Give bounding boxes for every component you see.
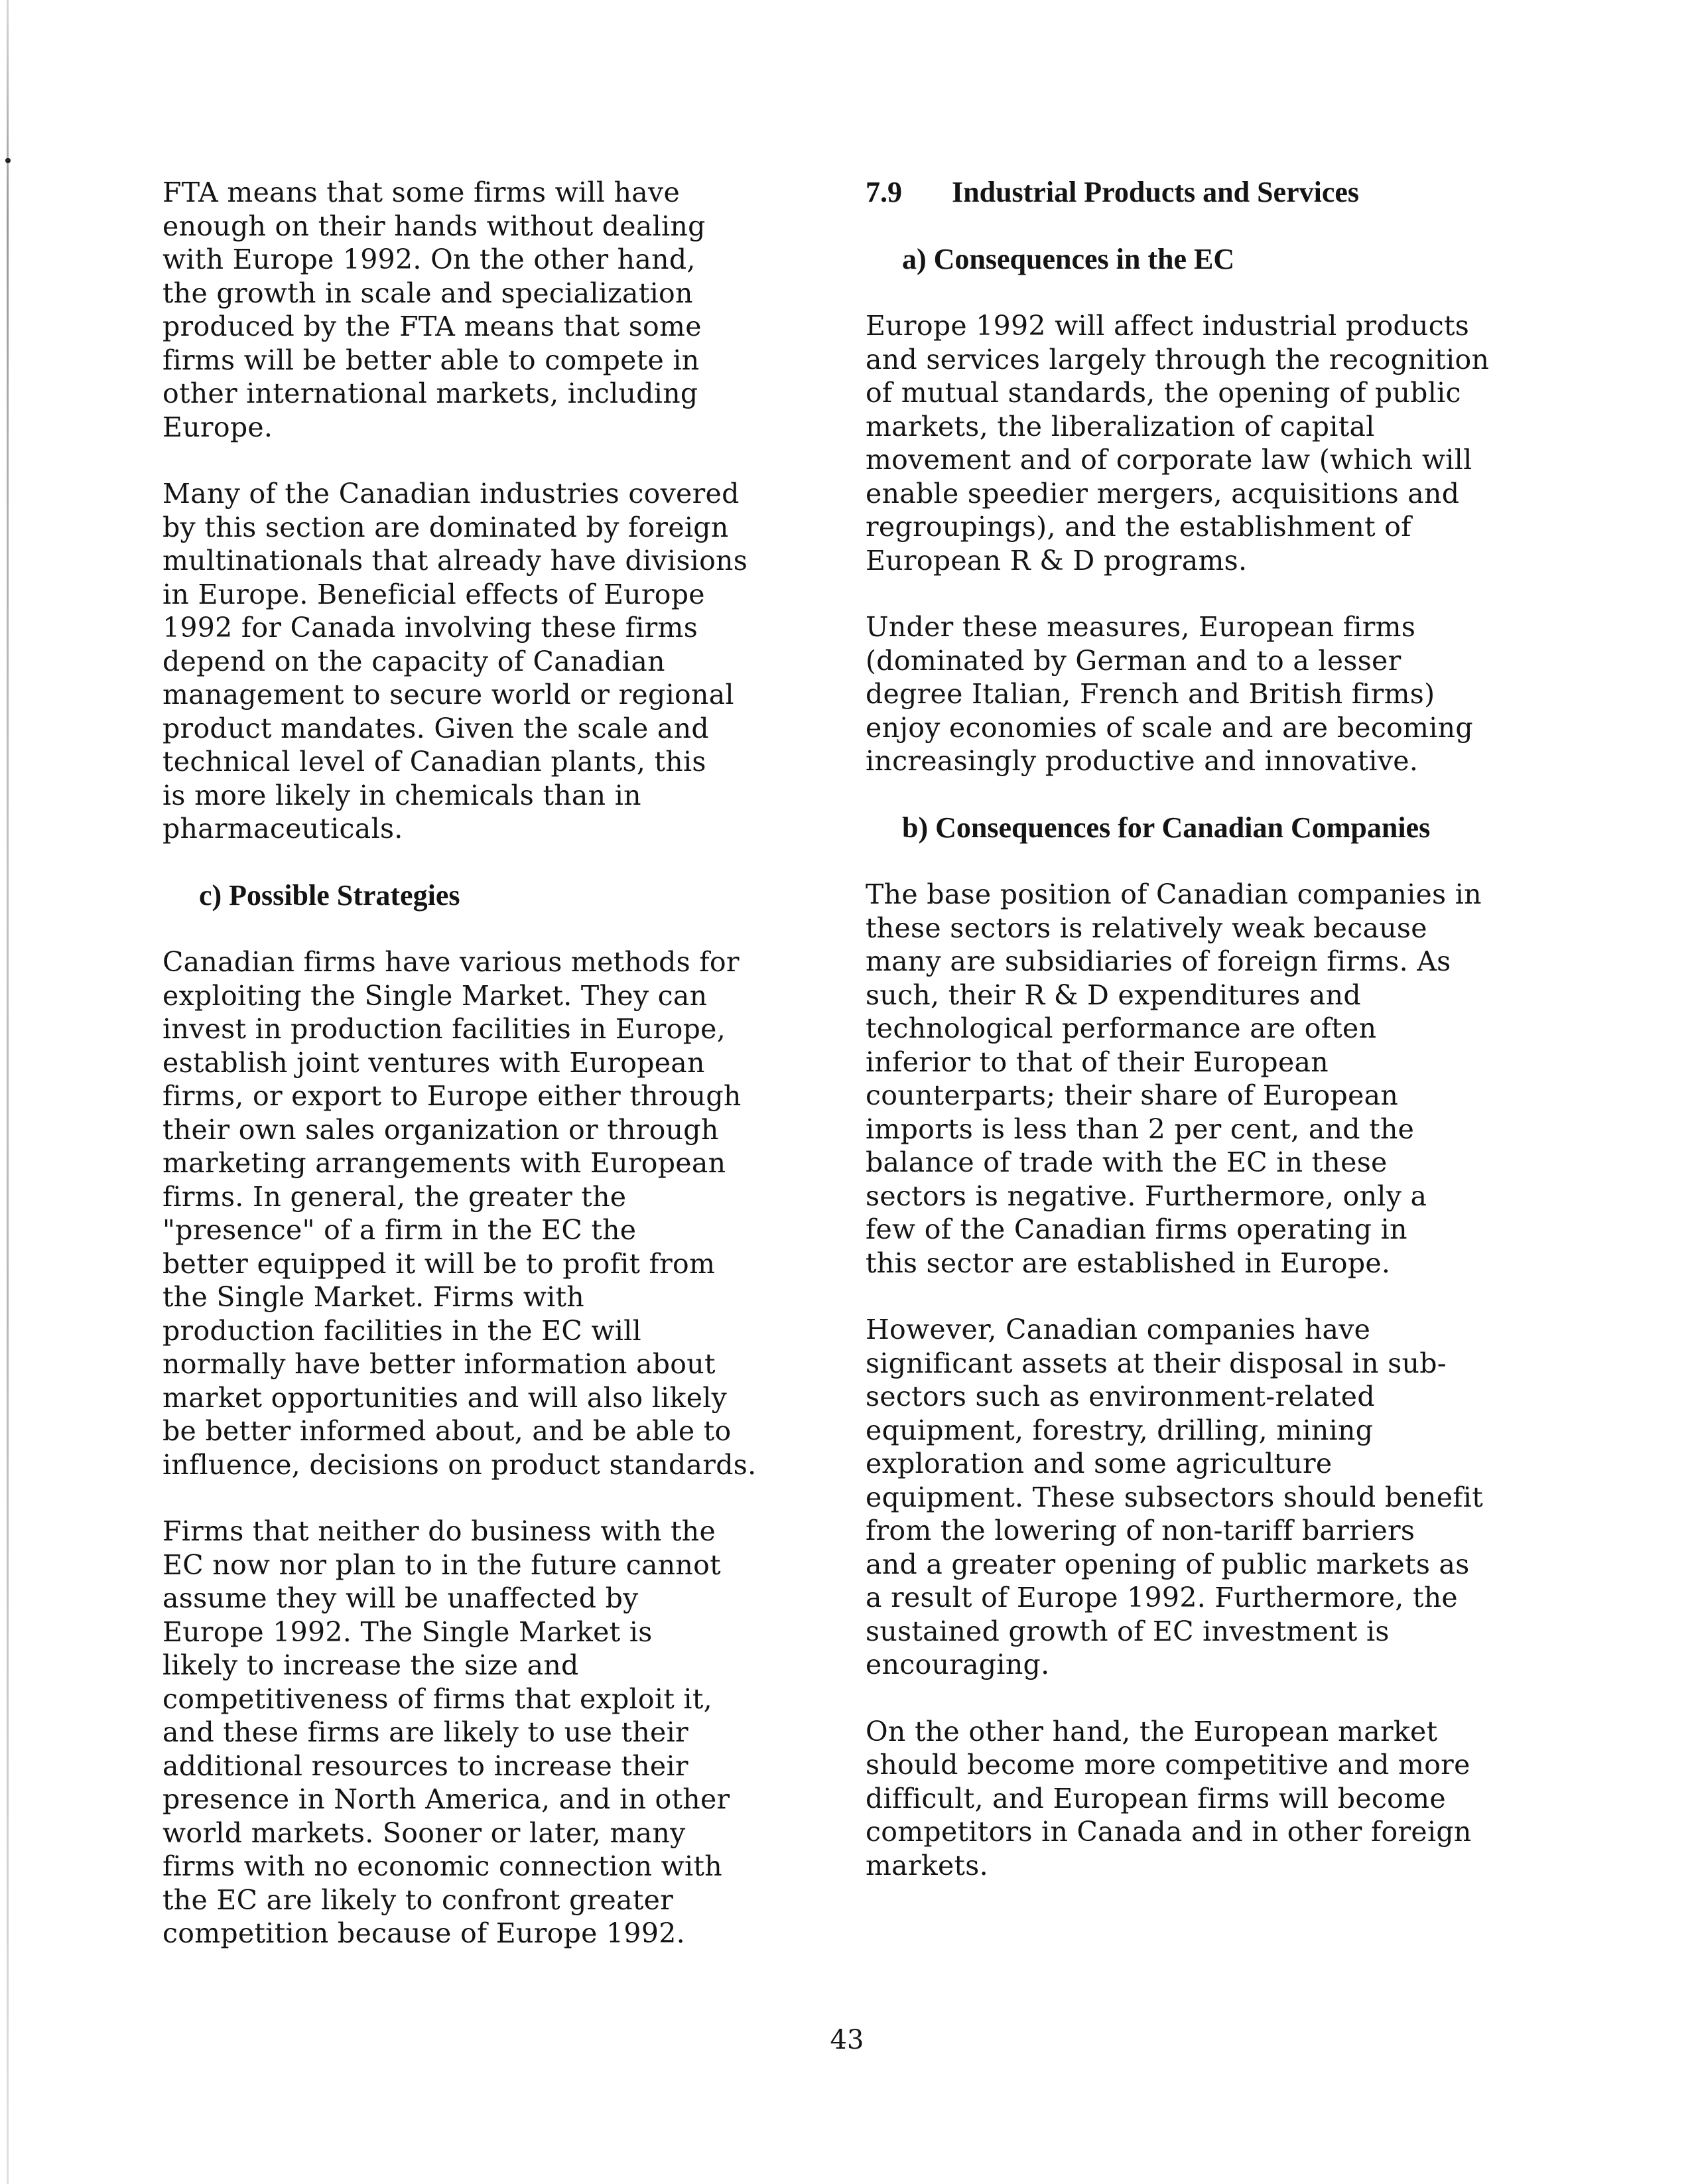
scan-speck bbox=[5, 158, 11, 163]
heading-consequences-ec: a) Consequences in the EC bbox=[902, 242, 1235, 275]
paragraph-fta: FTA means that some firms will have enough on their hands without dealing with Europe 1992. On the other hand, the growth in scale and specialization produced by the FTA means that some firms will be better able to compete in other international markets, including Europe. bbox=[163, 176, 706, 443]
paragraph-base-position: The base position of Canadian companies in these sectors is relatively weak because many are subsidiaries of foreign firms. As such, their R & D expenditures and technological performance are often inferior to that of their European counterparts; their share of European imports is less than 2 per cent, and the balance of trade with the EC in these sectors is negative. Furthermore, only a few of the Canadian firms operating in this sector are established in Europe. bbox=[866, 878, 1482, 1279]
section-heading bbox=[866, 176, 1542, 210]
paragraph-europe-1992-effects: Europe 1992 will affect industrial products and services largely through the recognition of mutual standards, the opening of public markets, the liberalization of capital movement and of corporate law (which will enable speedier mergers, acquisitions and regroupings), and the establishment of European R & D programs. bbox=[866, 310, 1490, 577]
paragraph-european-market: On the other hand, the European market should become more competitive and more difficult, and European firms will become competitors in Canada and in other foreign markets. bbox=[866, 1715, 1472, 1881]
heading-consequences-canada: b) Consequences for Canadian Companies bbox=[902, 811, 1431, 844]
right-column bbox=[866, 176, 1542, 1915]
section-number: 7.9 bbox=[866, 176, 902, 208]
section-title: Industrial Products and Services bbox=[952, 176, 1360, 208]
scan-binding-edge bbox=[7, 0, 9, 2184]
page-number: 43 bbox=[830, 2025, 864, 2055]
paragraph-firms-no-business: Firms that neither do business with the EC now nor plan to in the future cannot assume they will be unaffected by Europe 1992. The Single Market is likely to increase the size and competitiveness of firms that exploit it, and these firms are likely to use their additional resources to increase their presence in North America, and in other world markets. Sooner or later, many firms with no economic connection with the EC are likely to confront greater competition because of Europe 1992. bbox=[163, 1515, 730, 1949]
left-column bbox=[163, 176, 839, 1984]
heading-possible-strategies: c) Possible Strategies bbox=[199, 878, 460, 912]
paragraph-canadian-industries: Many of the Canadian industries covered by this section are dominated by foreign multinationals that already have divisions in Europe. Beneficial effects of Europe 1992 for Canada involving these firms depend on the capacity of Canadian management to secure world or regional product mandates. Given the scale and technical level of Canadian plants, this is more likely in chemicals than in pharmaceuticals. bbox=[163, 478, 748, 845]
paragraph-strategies: Canadian firms have various methods for exploiting the Single Market. They can invest in production facilities in Europe, establish joint ventures with European firms, or export to Europe either through their own sales organization or through marketing arrangements with European firms. In general, the greater the "presence" of a firm in the EC the better equipped it will be to profit from the Single Market. Firms with production facilities in the EC will normally have better information about market opportunities and will also likely be better informed about, and be able to influence, decisions on product standards. bbox=[163, 946, 757, 1481]
paragraph-european-firms: Under these measures, European firms (dominated by German and to a lesser degree Italian, French and British firms) enjoy economies of scale and are becoming increasingly productive and innovative. bbox=[866, 611, 1473, 777]
paragraph-canadian-assets: However, Canadian companies have significant assets at their disposal in sub- sectors such as environment-related equipment, forestry, drilling, mining exploration and some agriculture equipment. These subsectors should benefit from the lowering of non-tariff barriers and a greater opening of public markets as a result of Europe 1992. Furthermore, the sustained growth of EC investment is encouraging. bbox=[866, 1314, 1483, 1680]
